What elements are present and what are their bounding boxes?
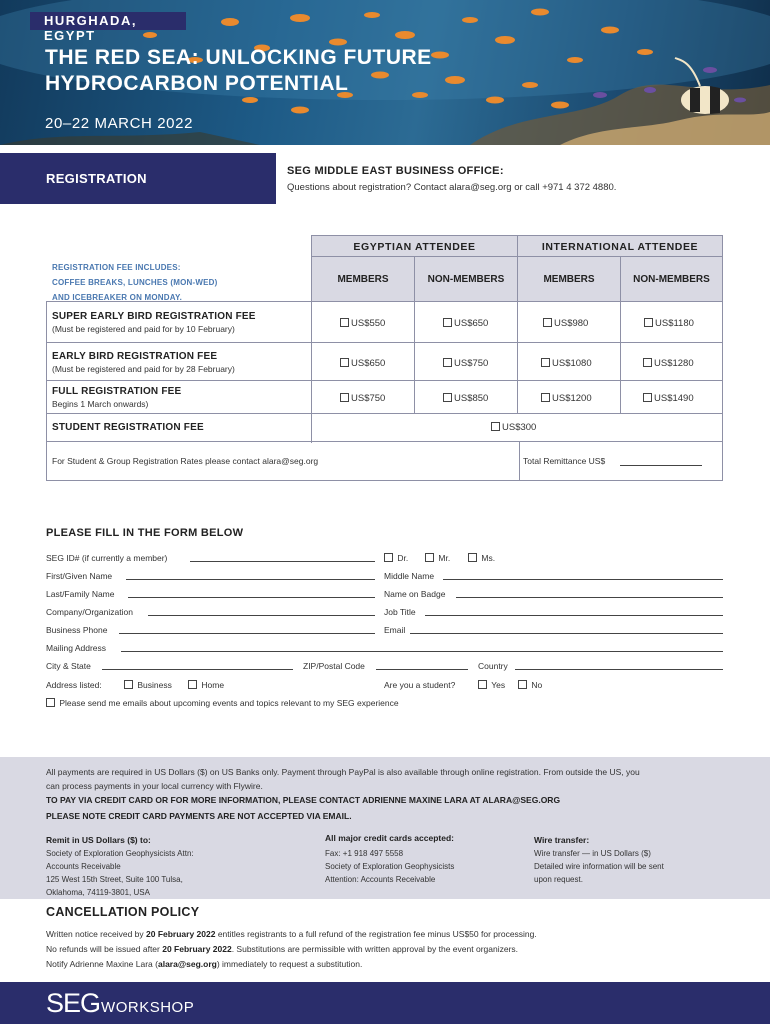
seg-id-input[interactable] <box>190 561 375 562</box>
total-remittance-input[interactable] <box>620 465 702 466</box>
price-label: US$980 <box>554 318 589 329</box>
credit-card-contact: TO PAY VIA CREDIT CARD OR FOR MORE INFORMATION, PLEASE CONTACT ADRIENNE MAXINE LARA AT ALARA@SEG.ORG <box>46 795 561 805</box>
country-input[interactable] <box>515 669 723 670</box>
cards-line: Attention: Accounts Receivable <box>325 875 436 884</box>
egyptian-attendee-header: EGYPTIAN ATTENDEE <box>311 235 518 257</box>
price-label: US$1200 <box>552 393 592 404</box>
text: No refunds will be issued after <box>46 944 163 954</box>
cards-line: Society of Exploration Geophysicists <box>325 862 455 871</box>
checkbox[interactable] <box>643 358 652 367</box>
payment-text-line2: can process payments in your local currency with Flywire. <box>46 781 263 791</box>
middle-name-label: Middle Name <box>384 571 435 581</box>
checkbox[interactable] <box>491 422 500 431</box>
seg-workshop-logo <box>46 988 194 1019</box>
checkbox[interactable] <box>384 553 393 562</box>
remit-line: Accounts Receivable <box>46 862 121 871</box>
event-title-line2: HYDROCARBON POTENTIAL <box>45 72 349 95</box>
fee-name-early-bird: EARLY BIRD REGISTRATION FEE <box>52 351 218 362</box>
payment-text-line1: All payments are required in US Dollars ($) on US Banks only. Payment through PayPal is also available through online registration. From outside the US, you <box>46 767 640 777</box>
contact-email: alara@seg.org <box>157 959 217 969</box>
total-remittance-label: Total Remittance US$ <box>523 456 606 466</box>
office-title: SEG MIDDLE EAST BUSINESS OFFICE: <box>287 165 504 177</box>
fee-name-super-early: SUPER EARLY BIRD REGISTRATION FEE <box>52 311 256 322</box>
option-label: No <box>531 680 543 690</box>
cancellation-line3 <box>46 959 362 969</box>
seg-id-label: SEG ID# (if currently a member) <box>46 553 168 563</box>
header-banner <box>0 0 770 145</box>
address-home-option[interactable] <box>188 680 224 690</box>
checkbox[interactable] <box>443 318 452 327</box>
checkbox[interactable] <box>340 358 349 367</box>
remit-line: Oklahoma, 74119-3801, USA <box>46 888 150 897</box>
wire-line: upon request. <box>534 875 583 884</box>
name-on-badge-label: Name on Badge <box>384 589 446 599</box>
text: Written notice received by <box>46 929 146 939</box>
remit-line: 125 West 15th Street, Suite 100 Tulsa, <box>46 875 183 884</box>
fee-note-full: Begins 1 March onwards) <box>52 399 149 409</box>
price-label: US$1280 <box>654 358 694 369</box>
option-label: Home <box>201 680 225 690</box>
fee-includes-line2: COFFEE BREAKS, LUNCHES (MON-WED) <box>52 278 218 287</box>
international-members-header: MEMBERS <box>517 256 621 302</box>
price-label: US$750 <box>454 358 489 369</box>
price-option[interactable] <box>541 358 592 369</box>
price-option[interactable] <box>443 318 488 329</box>
deadline-date: 20 February 2022 <box>146 929 216 939</box>
company-input[interactable] <box>148 615 375 616</box>
event-title-line1: THE RED SEA: UNLOCKING FUTURE <box>45 46 432 69</box>
price-label: US$750 <box>351 393 386 404</box>
fee-name-student: STUDENT REGISTRATION FEE <box>52 422 204 433</box>
business-phone-label: Business Phone <box>46 625 108 635</box>
price-label: US$300 <box>502 422 537 433</box>
mailing-address-input[interactable] <box>121 651 723 652</box>
last-name-label: Last/Family Name <box>46 589 115 599</box>
text: . Substitutions are permissible with written approval by the event organizers. <box>231 944 519 954</box>
event-title <box>45 45 432 97</box>
checkbox[interactable] <box>643 393 652 402</box>
col-divider <box>519 442 520 481</box>
text: ) immediately to request a substitution. <box>216 959 363 969</box>
checkbox[interactable] <box>518 680 527 689</box>
group-rates-note: For Student & Group Registration Rates please contact alara@seg.org <box>52 456 319 466</box>
remit-address <box>46 847 194 899</box>
wire-info <box>534 847 664 886</box>
job-title-label: Job Title <box>384 607 416 617</box>
price-option[interactable] <box>643 358 694 369</box>
title-ms-option[interactable] <box>468 553 495 563</box>
col-divider <box>517 301 518 414</box>
fee-table <box>46 235 723 481</box>
price-label: US$1080 <box>552 358 592 369</box>
mailing-address-label: Mailing Address <box>46 643 107 653</box>
price-label: US$550 <box>351 318 386 329</box>
fee-includes-line1: REGISTRATION FEE INCLUDES: <box>52 263 181 272</box>
fee-note-early-bird: (Must be registered and paid for by 28 February) <box>52 364 235 374</box>
last-name-input[interactable] <box>128 597 375 598</box>
cards-title: All major credit cards accepted: <box>325 833 454 843</box>
option-label: Please send me emails about upcoming events and topics relevant to my SEG experience <box>59 698 399 708</box>
wire-line: Wire transfer — in US Dollars ($) <box>534 849 651 858</box>
address-listed-label: Address listed: <box>46 680 102 690</box>
price-label: US$1490 <box>654 393 694 404</box>
price-label: US$850 <box>454 393 489 404</box>
text: entitles registrants to a full refund of the registration fee minus US$50 for processing. <box>215 929 537 939</box>
option-label: Dr. <box>397 553 409 563</box>
business-phone-input[interactable] <box>119 633 375 634</box>
checkbox[interactable] <box>340 318 349 327</box>
checkbox[interactable] <box>543 318 552 327</box>
checkbox[interactable] <box>443 393 452 402</box>
logo-seg: SEG <box>46 988 101 1018</box>
international-attendee-header: INTERNATIONAL ATTENDEE <box>517 235 723 257</box>
fee-includes-line3: AND ICEBREAKER ON MONDAY. <box>52 293 183 302</box>
price-option[interactable] <box>340 358 385 369</box>
col-divider <box>414 301 415 414</box>
checkbox[interactable] <box>425 553 434 562</box>
country-label: Country <box>478 661 508 671</box>
registration-label: REGISTRATION <box>0 153 276 204</box>
checkbox[interactable] <box>443 358 452 367</box>
wire-line: Detailed wire information will be sent <box>534 862 664 871</box>
job-title-input[interactable] <box>425 615 723 616</box>
student-no-option[interactable] <box>518 680 542 690</box>
wire-title: Wire transfer: <box>534 835 590 845</box>
form-title: PLEASE FILL IN THE FORM BELOW <box>46 527 244 539</box>
fee-name-full: FULL REGISTRATION FEE <box>52 386 182 397</box>
checkbox[interactable] <box>46 698 55 707</box>
deadline-date: 20 February 2022 <box>162 944 232 954</box>
company-label: Company/Organization <box>46 607 133 617</box>
price-label: US$650 <box>351 358 386 369</box>
price-option[interactable] <box>340 318 385 329</box>
price-option-student[interactable] <box>491 422 536 433</box>
city-state-input[interactable] <box>102 669 293 670</box>
office-questions: Questions about registration? Contact alara@seg.org or call +971 4 372 4880. <box>287 182 617 193</box>
option-label: Mr. <box>438 553 451 563</box>
credit-card-email-note: PLEASE NOTE CREDIT CARD PAYMENTS ARE NOT ACCEPTED VIA EMAIL. <box>46 811 352 821</box>
checkbox[interactable] <box>541 358 550 367</box>
price-option[interactable] <box>443 393 488 404</box>
first-name-input[interactable] <box>126 579 375 580</box>
zip-input[interactable] <box>376 669 468 670</box>
cancellation-line2 <box>46 944 518 954</box>
checkbox[interactable] <box>468 553 477 562</box>
event-location: HURGHADA, EGYPT <box>30 12 186 30</box>
price-label: US$650 <box>454 318 489 329</box>
checkbox[interactable] <box>188 680 197 689</box>
address-business-option[interactable] <box>124 680 172 690</box>
cards-info <box>325 847 454 886</box>
zip-label: ZIP/Postal Code <box>303 661 365 671</box>
checkbox[interactable] <box>478 680 487 689</box>
price-option[interactable] <box>644 318 694 329</box>
checkbox[interactable] <box>340 393 349 402</box>
price-option[interactable] <box>443 358 488 369</box>
cards-line: Fax: +1 918 497 5558 <box>325 849 404 858</box>
fee-includes <box>52 260 218 305</box>
emails-opt-in-option[interactable] <box>46 698 399 708</box>
title-mr-option[interactable] <box>425 553 450 563</box>
event-dates: 20–22 MARCH 2022 <box>45 115 194 132</box>
checkbox[interactable] <box>124 680 133 689</box>
remit-title: Remit in US Dollars ($) to: <box>46 835 151 845</box>
price-option[interactable] <box>541 393 592 404</box>
price-option[interactable] <box>340 393 385 404</box>
option-label: Business <box>137 680 172 690</box>
first-name-label: First/Given Name <box>46 571 113 581</box>
egyptian-nonmembers-header: NON-MEMBERS <box>414 256 518 302</box>
price-label: US$1180 <box>655 318 694 329</box>
option-label: Ms. <box>481 553 496 563</box>
egyptian-members-header: MEMBERS <box>311 256 415 302</box>
cancellation-title: CANCELLATION POLICY <box>46 905 200 919</box>
cancellation-line1 <box>46 929 537 939</box>
checkbox[interactable] <box>541 393 550 402</box>
middle-name-input[interactable] <box>443 579 723 580</box>
title-dr-option[interactable] <box>384 553 408 563</box>
text: Notify Adrienne Maxine Lara ( <box>46 959 158 969</box>
international-nonmembers-header: NON-MEMBERS <box>620 256 723 302</box>
name-on-badge-input[interactable] <box>456 597 723 598</box>
option-label: Yes <box>491 680 506 690</box>
logo-workshop: WORKSHOP <box>101 999 195 1016</box>
price-option[interactable] <box>543 318 588 329</box>
col-divider <box>311 301 312 443</box>
col-divider <box>620 301 621 414</box>
footer <box>0 982 770 1024</box>
student-yes-option[interactable] <box>478 680 505 690</box>
email-label: Email <box>384 625 406 635</box>
fee-note-super-early: (Must be registered and paid for by 10 February) <box>52 324 235 334</box>
remit-line: Society of Exploration Geophysicists Attn: <box>46 849 194 858</box>
price-option[interactable] <box>643 393 694 404</box>
student-question-label: Are you a student? <box>384 680 456 690</box>
payment-section <box>0 757 770 899</box>
city-state-label: City & State <box>46 661 91 671</box>
checkbox[interactable] <box>644 318 653 327</box>
email-input[interactable] <box>410 633 723 634</box>
